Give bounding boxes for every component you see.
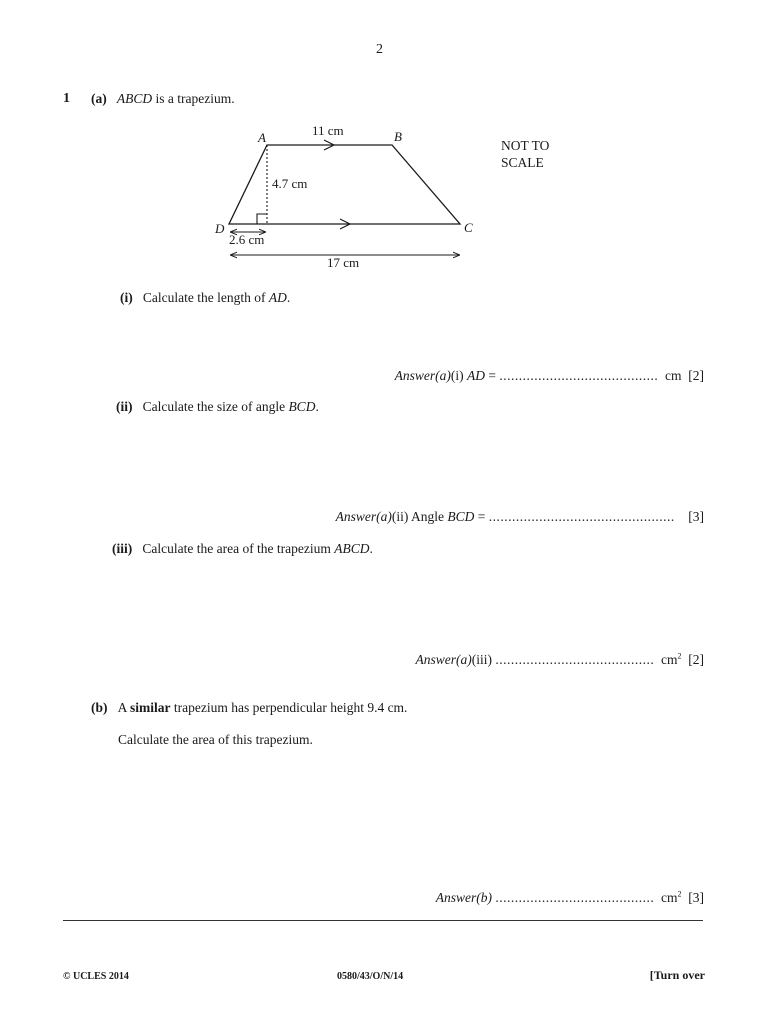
answer-a-i-prefix: Answer(a)	[394, 368, 451, 383]
height-label: 4.7 cm	[272, 176, 308, 191]
subpart-ii-question	[116, 399, 319, 415]
answer-a-iii-unit: cm	[661, 652, 678, 667]
part-a-intro	[91, 91, 235, 107]
part-b-text-bold: similar	[130, 700, 171, 715]
subpart-iii-italic: ABCD	[334, 541, 370, 556]
base-length-label: 17 cm	[327, 255, 360, 270]
answer-a-iii-unit-sup: 2	[677, 651, 682, 661]
footer-divider	[63, 920, 703, 921]
subpart-i-question	[120, 290, 290, 306]
scale-note-line2: SCALE	[501, 155, 544, 170]
subpart-iii-end: .	[369, 541, 373, 556]
footer-copyright: © UCLES 2014	[63, 971, 129, 982]
subpart-ii-italic: BCD	[288, 399, 316, 414]
answer-a-iii-part: (iii)	[471, 652, 496, 667]
answer-a-i-part: (i)	[450, 368, 467, 383]
answer-a-i-field[interactable]: .........................................	[499, 368, 659, 383]
subpart-iii-label: (iii)	[112, 541, 133, 556]
vertex-a-label: A	[258, 130, 266, 145]
trapezium-diagram	[200, 118, 500, 278]
right-angle-mark	[257, 214, 267, 224]
answer-b-unit-sup: 2	[677, 889, 682, 899]
footer-turn-over: [Turn over	[649, 968, 705, 982]
intro-text: is a trapezium.	[152, 91, 235, 106]
subpart-i-end: .	[286, 290, 291, 305]
subpart-i-text: Calculate the length of	[142, 290, 269, 305]
answer-a-iii-marks: [2]	[688, 652, 704, 667]
subpart-i-italic: AD	[268, 290, 287, 305]
subpart-ii-label: (ii)	[116, 399, 133, 414]
answer-a-i-var: AD	[467, 368, 485, 383]
answer-b-prefix: Answer(b)	[435, 890, 492, 905]
answer-b-unit: cm	[661, 890, 678, 905]
answer-a-ii-var: BCD	[447, 509, 475, 524]
answer-a-i-marks: [2]	[688, 368, 704, 383]
answer-line-a-ii	[336, 509, 704, 525]
page-number: 2	[376, 42, 383, 57]
answer-b-marks: [3]	[688, 890, 704, 905]
trapezium-outline	[229, 145, 460, 224]
answer-line-a-i	[395, 368, 704, 384]
subpart-iii-text: Calculate the area of the trapezium	[142, 541, 335, 556]
scale-note-line1: NOT TO	[501, 138, 550, 153]
subpart-ii-end: .	[315, 399, 319, 414]
part-b-text-end: trapezium has perpendicular height 9.4 cm.	[170, 700, 408, 715]
subpart-iii-question	[112, 541, 373, 557]
answer-a-ii-field[interactable]: ................................................	[488, 509, 675, 524]
part-a-label: (a)	[91, 91, 107, 106]
answer-line-a-iii	[416, 652, 705, 668]
footer-paper-code: 0580/43/O/N/14	[337, 971, 404, 982]
part-b-text-start: A	[117, 700, 131, 715]
answer-a-ii-marks: [3]	[688, 509, 704, 524]
answer-a-i-eq: =	[485, 368, 500, 383]
vertex-b-label: B	[394, 129, 402, 144]
part-b-instruction: Calculate the area of this trapezium.	[118, 732, 313, 747]
intro-shape-name: ABCD	[116, 91, 153, 106]
answer-a-i-unit: cm	[665, 368, 682, 383]
answer-a-ii-part: (ii) Angle	[391, 509, 448, 524]
top-length-label: 11 cm	[312, 123, 344, 138]
answer-b-field[interactable]: .........................................	[495, 890, 655, 905]
answer-a-iii-prefix: Answer(a)	[415, 652, 472, 667]
subpart-ii-text: Calculate the size of angle	[142, 399, 289, 414]
vertex-c-label: C	[464, 220, 473, 235]
answer-a-iii-field[interactable]: .........................................	[495, 652, 655, 667]
part-b-label: (b)	[91, 700, 108, 715]
answer-a-ii-prefix: Answer(a)	[335, 509, 392, 524]
part-b-question	[91, 700, 407, 716]
subpart-i-label: (i)	[120, 290, 133, 305]
vertex-d-label: D	[215, 221, 225, 236]
offset-label: 2.6 cm	[229, 232, 265, 247]
answer-line-b	[436, 890, 704, 906]
answer-a-ii-eq: =	[474, 509, 489, 524]
question-number: 1	[63, 91, 70, 106]
